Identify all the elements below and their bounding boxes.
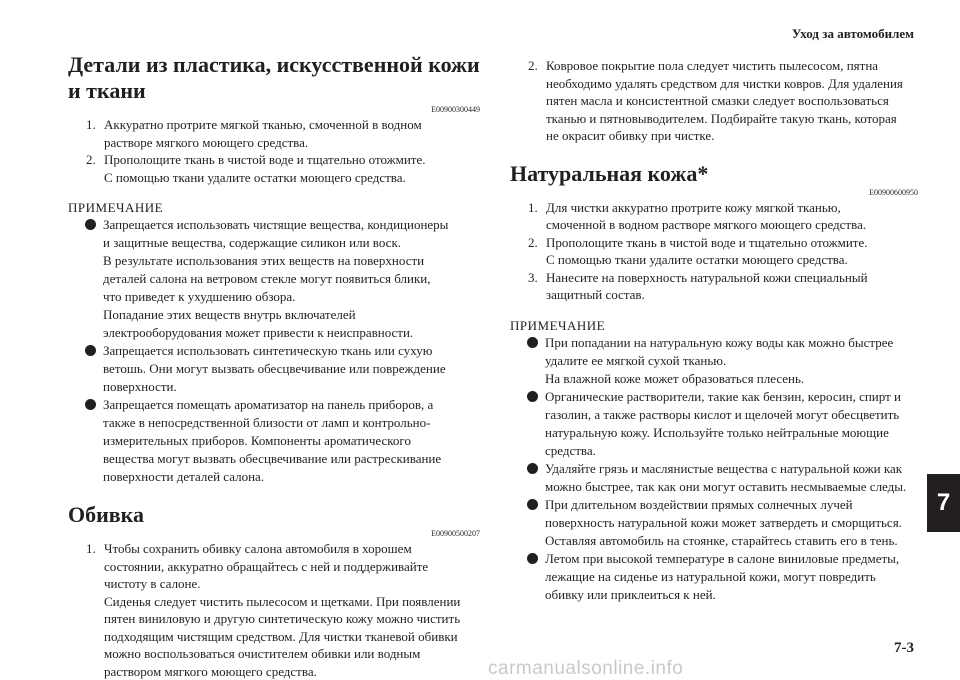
step-number: 1.: [86, 541, 96, 556]
text-line: что приведет к ухудшению обзора.: [103, 289, 296, 304]
text-line: можно воспользоваться очистителем обивки или водным: [104, 646, 421, 661]
step-item: [510, 199, 918, 234]
text-line: Органические растворители, такие как бензин, керосин, спирт и: [545, 388, 901, 404]
section-title-leather: Натуральная кожа*: [510, 160, 709, 186]
text-line: поверхность натуральной кожи может затвердеть и сморщиться.: [545, 514, 902, 530]
section-code: E00900300449: [431, 105, 480, 114]
bullet-icon: [527, 499, 538, 510]
text-line: При длительном воздействии прямых солнечных лучей: [545, 496, 853, 512]
section-code: E00900600950: [869, 187, 918, 197]
text-line: На влажной коже может образоваться плесень.: [545, 370, 805, 386]
section-title-line: Детали из пластика, искусственной кожи: [68, 52, 480, 77]
step-item: [510, 269, 918, 304]
text-line: При попадании на натуральную кожу воды как можно быстрее: [545, 334, 894, 350]
note-item: [510, 334, 918, 388]
text-line: средства.: [545, 442, 596, 458]
text-line: В результате использования этих веществ на поверхности: [103, 253, 425, 268]
section-title-upholstery: Обивка: [68, 502, 145, 527]
section-code: E00900500207: [431, 529, 480, 538]
step-item: [510, 234, 918, 269]
text-line: измерительных приборов. Компоненты ароматического: [103, 433, 411, 448]
text-line: Попадание этих веществ внутрь включателей: [103, 307, 356, 322]
note-heading: ПРИМЕЧАНИЕ: [510, 317, 606, 333]
step-item: [68, 151, 480, 186]
text-line: чистоту в салоне.: [104, 576, 201, 591]
text-line: Нанесите на поверхность натуральной кожи специальный: [546, 269, 868, 285]
text-line: Запрещается помещать ароматизатор на панель приборов, а: [103, 397, 434, 412]
step-item: [68, 116, 480, 151]
left-column: [68, 52, 480, 680]
step-number: 2.: [528, 58, 538, 73]
step-number: 2.: [528, 234, 538, 250]
bullet-icon: [527, 463, 538, 474]
right-column: [510, 57, 918, 604]
text-line: необходимо удалять средством для чистки ковров. Для удаления: [546, 75, 903, 91]
section-title-line: и ткани: [68, 78, 146, 103]
steps-list: [510, 57, 918, 145]
text-line: деталей салона на ветровом стекле могут появиться блики,: [103, 271, 431, 286]
text-line: смоченной в водном растворе мягкого моющего средства.: [546, 217, 867, 232]
step-number: 1.: [86, 117, 96, 132]
note-item: [510, 388, 918, 460]
text-line: подходящим чистящим средством. Для чистки тканевой обивки: [104, 628, 458, 644]
text-line: можно быстрее, так как они могут оставить несмываемые следы.: [545, 478, 907, 494]
steps-list: [68, 116, 480, 186]
text-line: защитный состав.: [546, 287, 645, 302]
note-item: [68, 342, 480, 396]
text-line: лежащие на сиденье из натуральной кожи, могут повредить: [545, 568, 876, 584]
text-line: и защитные вещества, содержащие силикон или воск.: [103, 235, 402, 250]
text-line: Удаляйте грязь и маслянистые вещества с натуральной кожи как: [545, 460, 903, 476]
text-line: Чтобы сохранить обивку салона автомобиля в хорошем: [104, 541, 412, 556]
bullet-icon: [527, 553, 538, 564]
text-line: удалите ее мягкой сухой тканью.: [545, 352, 727, 368]
text-line: вещества могут вызвать обесцвечивание или растрескивание: [103, 451, 442, 466]
note-item: [510, 496, 918, 550]
text-line: ветошь. Они могут вызвать обесцвечивание или повреждение: [103, 361, 446, 376]
text-line: Ковровое покрытие пола следует чистить пылесосом, пятна: [546, 58, 879, 73]
step-item: [68, 540, 480, 680]
text-line: поверхности.: [103, 379, 177, 394]
text-line: Сиденья следует чистить пылесосом и щетками. При появлении: [104, 593, 461, 609]
text-line: Запрещается использовать чистящие вещества, кондиционеры: [103, 217, 449, 232]
text-line: натуральную кожу. Используйте только нейтральные моющие: [545, 424, 889, 440]
note-item: [510, 460, 918, 496]
step-item: [510, 57, 918, 145]
text-line: Прополощите ткань в чистой воде и тщательно отожмите.: [104, 152, 426, 167]
text-line: не окрасит обивку при чистке.: [546, 128, 715, 143]
note-item: [510, 550, 918, 604]
text-line: тканью и пятновыводителем. Подбирайте такую ткань, которая: [546, 110, 897, 126]
text-line: поверхности деталей салона.: [103, 469, 265, 484]
text-line: Для чистки аккуратно протрите кожу мягкой тканью,: [546, 199, 841, 215]
text-line: обивку или приклеиться к ней.: [545, 586, 716, 602]
step-number: 1.: [528, 199, 538, 215]
text-line: С помощью ткани удалите остатки моющего средства.: [546, 252, 848, 267]
text-line: пятен масла и консистентной смазки следует воспользоваться: [546, 93, 889, 108]
text-line: Запрещается использовать синтетическую ткань или сухую: [103, 343, 433, 358]
section-title-plastic: [68, 52, 480, 104]
steps-list: [510, 199, 918, 304]
note-heading: ПРИМЕЧАНИЕ: [68, 200, 164, 215]
text-line: Прополощите ткань в чистой воде и тщательно отожмите.: [546, 234, 868, 250]
running-header: Уход за автомобилем: [791, 26, 914, 41]
text-line: растворе мягкого моющего средства.: [104, 134, 309, 150]
watermark: carmanualsonline.info: [488, 658, 684, 679]
text-line: состоянии, аккуратно обращайтесь с ней и поддерживайте: [104, 558, 429, 574]
text-line: также в непосредственной близости от ламп и контрольно-: [103, 415, 431, 430]
text-line: С помощью ткани удалите остатки моющего средства.: [104, 169, 406, 185]
text-line: пятен виниловую и другую синтетическую кожу можно чистить: [104, 611, 461, 626]
step-number: 2.: [86, 152, 96, 167]
step-number: 3.: [528, 269, 538, 285]
bullet-icon: [85, 345, 96, 356]
bullet-icon: [85, 399, 96, 410]
chapter-tab-label: 7: [936, 489, 951, 516]
note-item: [68, 396, 480, 486]
text-line: Оставляя автомобиль на стоянке, старайтесь ставить его в тень.: [545, 532, 898, 548]
text-line: электрооборудования может привести к неисправности.: [103, 325, 414, 340]
text-line: Летом при высокой температуре в салоне виниловые предметы,: [545, 550, 900, 566]
page-number: 7-3: [894, 640, 914, 656]
bullet-icon: [527, 337, 538, 348]
bullet-icon: [85, 219, 96, 230]
note-item: [68, 216, 480, 342]
bullet-icon: [527, 391, 538, 402]
text-line: раствором мягкого моющего средства.: [104, 663, 317, 679]
text-line: Аккуратно протрите мягкой тканью, смоченной в водном: [104, 117, 422, 132]
chapter-tab: [927, 474, 960, 532]
steps-list: [68, 540, 480, 680]
text-line: газолин, а также растворы кислот и щелочей могут обесцветить: [545, 406, 900, 422]
